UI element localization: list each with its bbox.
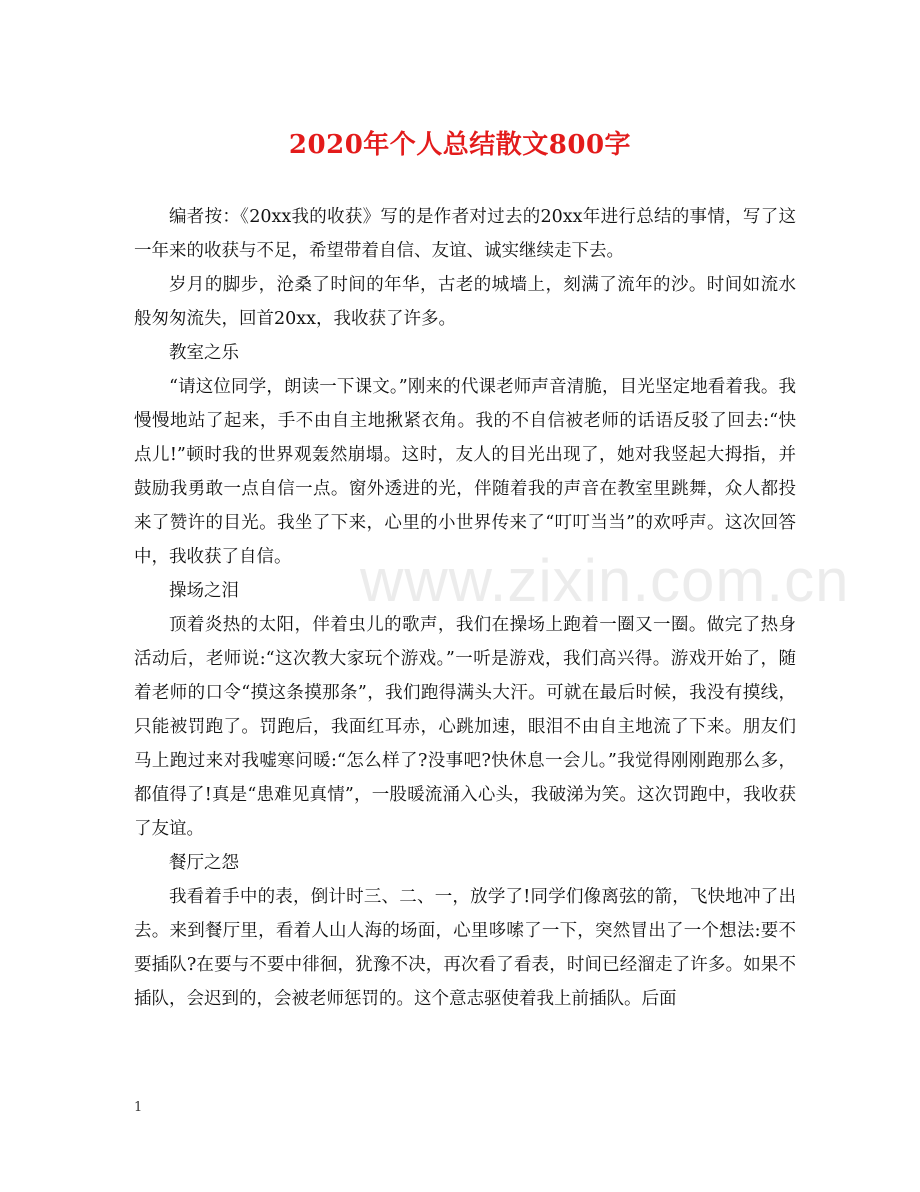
watermark: www.zixin.com.cn [360, 547, 850, 614]
page-number: 1 [134, 1100, 143, 1115]
document-body [134, 200, 796, 1016]
playground-paragraph: 顶着炎热的太阳，伴着虫儿的歌声，我们在操场上跑着一圈又一圈。做完了热身活动后，老师说:“这次教大家玩个游戏。”一听是游戏，我们高兴得。游戏开始了，随着老师的口令“摸这条摸那条”，我们跑得满头大汗。可就在最后时候，我没有摸线，只能被罚跑了。罚跑后，我面红耳赤，心跳加速，眼泪不由自主地流了下来。朋友们马上跑过来对我嘘寒问暖:“怎么样了?没事吧?快休息一会儿。”我觉得刚刚跑那么多，都值得了!真是“患难见真情”，一股暖流涌入心头，我破涕为笑。这次罚跑中，我收获了友谊。 [134, 615, 796, 839]
document-title: 2020年个人总结散文800字 [288, 130, 632, 160]
section-heading-playground: 操场之泪 [169, 581, 239, 601]
section-heading-canteen: 餐厅之怨 [169, 853, 239, 873]
canteen-paragraph: 我看着手中的表，倒计时三、二、一，放学了!同学们像离弦的箭，飞快地冲了出去。来到餐厅里，看着人山人海的场面，心里哆嗦了一下，突然冒出了一个想法:要不要插队?在要与不要中徘徊，犹豫不决，再次看了看表，时间已经溜走了许多。如果不插队，会迟到的，会被老师惩罚的。这个意志驱使着我上前插队。后面 [134, 887, 796, 1009]
intro-paragraph: 岁月的脚步，沧桑了时间的年华，古老的城墙上，刻满了流年的沙。时间如流水般匆匆流失，回首20xx，我收获了许多。 [134, 275, 796, 329]
editor-note-paragraph: 编者按：《20xx我的收获》写的是作者对过去的20xx年进行总结的事情，写了这一年来的收获与不足，希望带着自信、友谊、诚实继续走下去。 [134, 207, 796, 261]
classroom-paragraph: “请这位同学，朗读一下课文。”刚来的代课老师声音清脆，目光坚定地看着我。我慢慢地站了起来，手不由自主地揪紧衣角。我的不自信被老师的话语反驳了回去:“快点儿!”顿时我的世界观轰然崩塌。这时，友人的目光出现了，她对我竖起大拇指，并鼓励我勇敢一点自信一点。窗外透进的光，伴随着我的声音在教室里跳舞，众人都投来了赞许的目光。我坐了下来，心里的小世界传来了“叮叮当当”的欢呼声。这次回答中，我收获了自信。 [134, 377, 796, 567]
section-heading-classroom: 教室之乐 [169, 343, 239, 363]
